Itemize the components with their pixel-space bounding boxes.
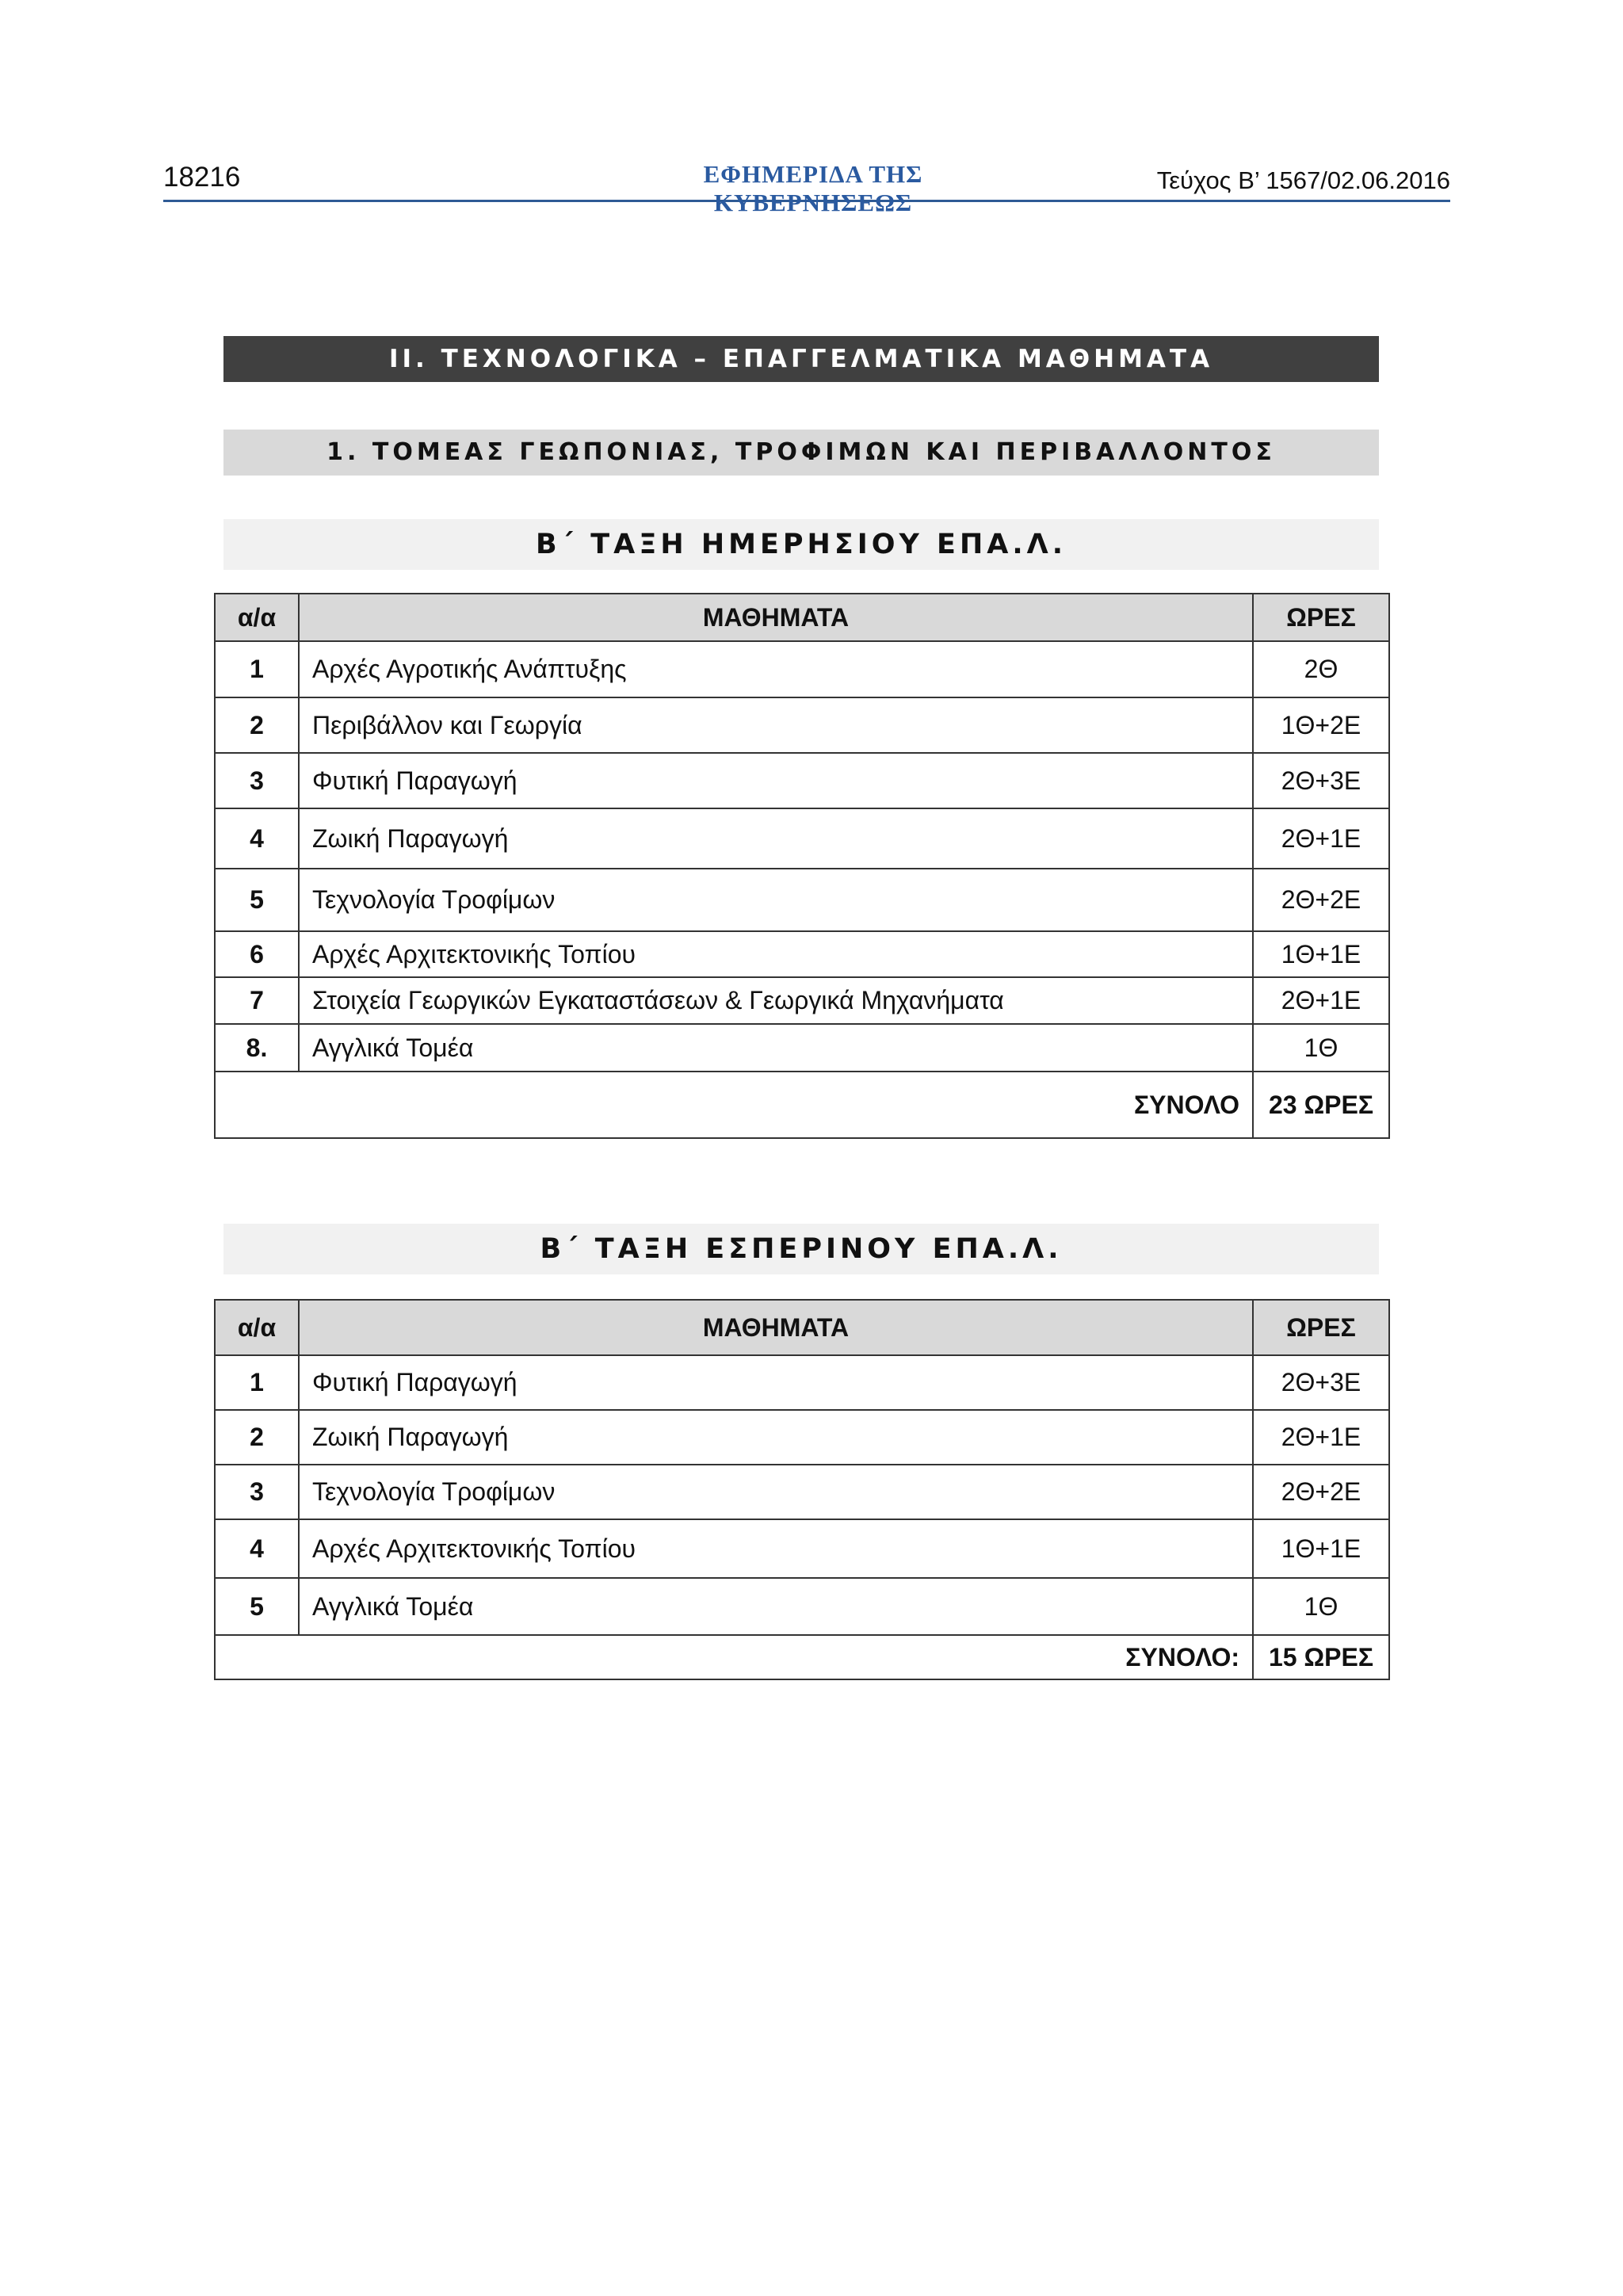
- row-number: 2: [215, 1410, 299, 1465]
- subject-hours: 1Θ: [1253, 1024, 1389, 1072]
- table-row: [215, 931, 1389, 977]
- subject-name: Τεχνολογία Τροφίμων: [299, 869, 1253, 931]
- row-number: 4: [215, 1519, 299, 1578]
- table-row: [215, 869, 1389, 931]
- column-header-number: α/α: [215, 594, 299, 641]
- subject-name: Ζωική Παραγωγή: [299, 1410, 1253, 1465]
- column-header-hours: ΩΡΕΣ: [1253, 594, 1389, 641]
- subject-name: Περιβάλλον και Γεωργία: [299, 697, 1253, 753]
- row-number: 7: [215, 977, 299, 1024]
- page-header: [163, 157, 1450, 216]
- table-header-row: [215, 594, 1389, 641]
- subject-hours: 1Θ: [1253, 1578, 1389, 1635]
- table-total-row: [215, 1635, 1389, 1679]
- row-number: 8.: [215, 1024, 299, 1072]
- table-row: [215, 1465, 1389, 1519]
- row-number: 6: [215, 931, 299, 977]
- subject-hours: 2Θ+1Ε: [1253, 808, 1389, 869]
- column-header-subjects: ΜΑΘΗΜΑΤΑ: [299, 1300, 1253, 1355]
- sector-title: 1. ΤΟΜΕΑΣ ΓΕΩΠΟΝΙΑΣ, ΤΡΟΦΙΜΩΝ ΚΑΙ ΠΕΡΙΒΑΛΛΟΝΤΟΣ: [223, 430, 1379, 476]
- subject-name: Αρχές Αρχιτεκτονικής Τοπίου: [299, 1519, 1253, 1578]
- page-number: 18216: [163, 162, 241, 193]
- subject-name: Αγγλικά Τομέα: [299, 1578, 1253, 1635]
- table-row: [215, 1519, 1389, 1578]
- evening-class-title: Β΄ ΤΑΞΗ ΕΣΠΕΡΙΝΟΥ ΕΠΑ.Λ.: [223, 1224, 1379, 1274]
- subject-name: Τεχνολογία Τροφίμων: [299, 1465, 1253, 1519]
- subject-hours: 2Θ+3Ε: [1253, 1355, 1389, 1410]
- table-total-row: [215, 1072, 1389, 1138]
- column-header-subjects: ΜΑΘΗΜΑΤΑ: [299, 594, 1253, 641]
- total-label: ΣΥΝΟΛΟ: [215, 1072, 1253, 1138]
- gazette-title: ΕΦΗΜΕΡΙΔΑ ΤΗΣ ΚΥΒΕΡΝΗΣΕΩΣ: [703, 160, 923, 216]
- row-number: 3: [215, 1465, 299, 1519]
- table-row: [215, 1410, 1389, 1465]
- row-number: 1: [215, 641, 299, 697]
- table-row: [215, 1355, 1389, 1410]
- total-value: 23 ΩΡΕΣ: [1253, 1072, 1389, 1138]
- table-row: [215, 1578, 1389, 1635]
- subject-hours: 1Θ+2Ε: [1253, 697, 1389, 753]
- subject-hours: 2Θ+1Ε: [1253, 1410, 1389, 1465]
- total-value: 15 ΩΡΕΣ: [1253, 1635, 1389, 1679]
- table-row: [215, 753, 1389, 808]
- table-row: [215, 641, 1389, 697]
- row-number: 2: [215, 697, 299, 753]
- subject-hours: 2Θ+1Ε: [1253, 977, 1389, 1024]
- subject-name: Φυτική Παραγωγή: [299, 1355, 1253, 1410]
- column-header-hours: ΩΡΕΣ: [1253, 1300, 1389, 1355]
- subject-hours: 1Θ+1Ε: [1253, 931, 1389, 977]
- subject-name: Αγγλικά Τομέα: [299, 1024, 1253, 1072]
- table-row: [215, 977, 1389, 1024]
- total-label: ΣΥΝΟΛΟ:: [215, 1635, 1253, 1679]
- table-row: [215, 808, 1389, 869]
- table-header-row: [215, 1300, 1389, 1355]
- subject-hours: 1Θ+1Ε: [1253, 1519, 1389, 1578]
- subject-name: Αρχές Αρχιτεκτονικής Τοπίου: [299, 931, 1253, 977]
- table-row: [215, 1024, 1389, 1072]
- subject-name: Ζωική Παραγωγή: [299, 808, 1253, 869]
- day-class-title: Β΄ ΤΑΞΗ ΗΜΕΡΗΣΙΟΥ ΕΠΑ.Λ.: [223, 519, 1379, 570]
- row-number: 5: [215, 1578, 299, 1635]
- subject-hours: 2Θ: [1253, 641, 1389, 697]
- row-number: 5: [215, 869, 299, 931]
- row-number: 1: [215, 1355, 299, 1410]
- subject-name: Αρχές Αγροτικής Ανάπτυξης: [299, 641, 1253, 697]
- day-class-table: [214, 593, 1390, 1139]
- subject-name: Στοιχεία Γεωργικών Εγκαταστάσεων & Γεωργικά Μηχανήματα: [299, 977, 1253, 1024]
- issue-reference: Τεύχος Β’ 1567/02.06.2016: [1156, 166, 1450, 194]
- row-number: 4: [215, 808, 299, 869]
- evening-class-table: [214, 1299, 1390, 1680]
- table-row: [215, 697, 1389, 753]
- subject-hours: 2Θ+3Ε: [1253, 753, 1389, 808]
- subject-hours: 2Θ+2Ε: [1253, 869, 1389, 931]
- section-title: ΙΙ. ΤΕΧΝΟΛΟΓΙΚΑ – ΕΠΑΓΓΕΛΜΑΤΙΚΑ ΜΑΘΗΜΑΤΑ: [223, 336, 1379, 382]
- row-number: 3: [215, 753, 299, 808]
- column-header-number: α/α: [215, 1300, 299, 1355]
- subject-name: Φυτική Παραγωγή: [299, 753, 1253, 808]
- subject-hours: 2Θ+2Ε: [1253, 1465, 1389, 1519]
